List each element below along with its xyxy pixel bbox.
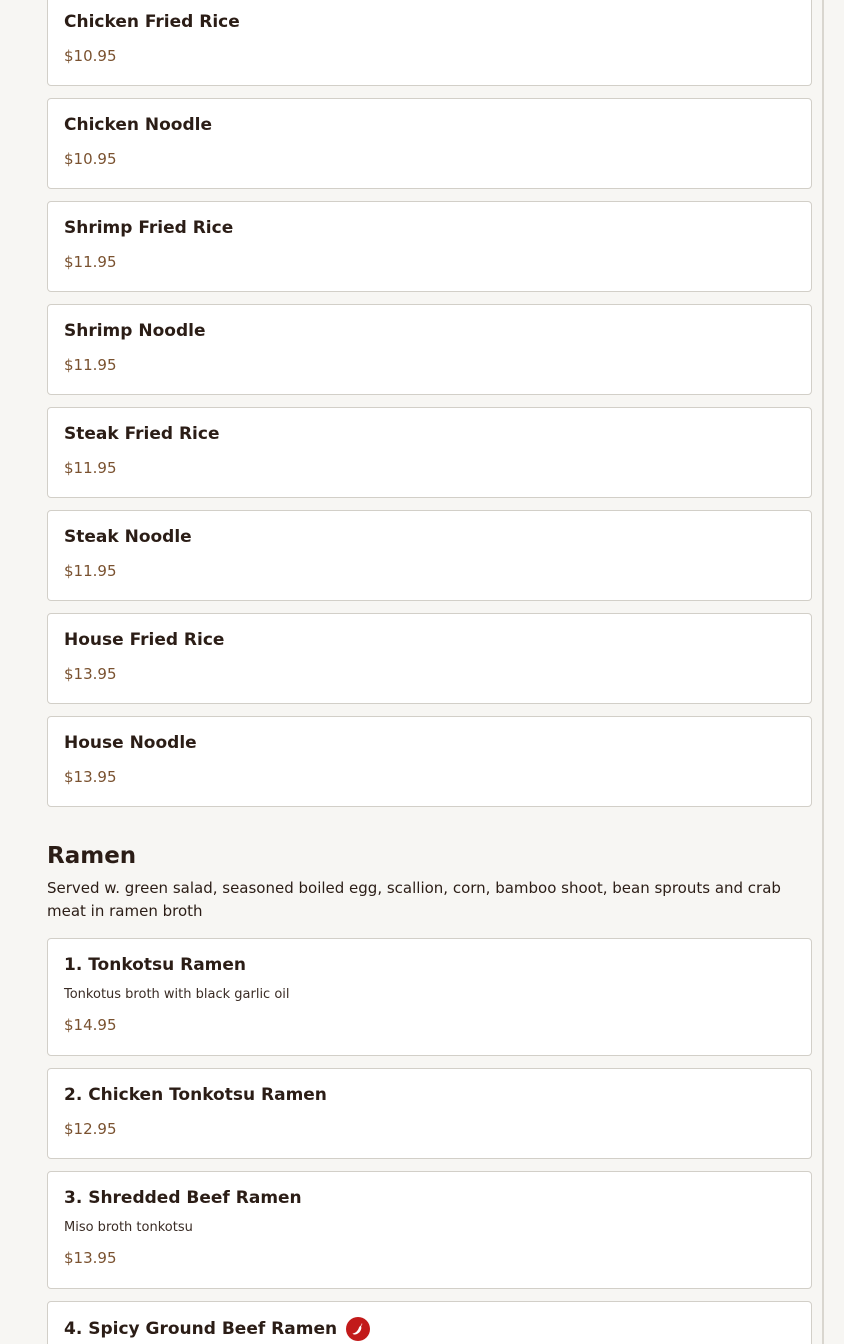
item-name: Steak Noodle xyxy=(64,527,192,547)
menu-item-card[interactable] xyxy=(47,613,812,704)
item-price: $12.95 xyxy=(64,1120,117,1138)
menu-item-card[interactable] xyxy=(47,938,812,1056)
menu-item-card[interactable] xyxy=(47,304,812,395)
menu-item-card[interactable] xyxy=(47,716,812,807)
item-price: $13.95 xyxy=(64,1249,117,1267)
menu-item-card[interactable] xyxy=(47,98,812,189)
item-name: 1. Tonkotsu Ramen xyxy=(64,955,247,975)
item-description: Miso broth tonkotsu xyxy=(64,1220,193,1235)
item-price: $11.95 xyxy=(64,459,117,477)
item-price: $10.95 xyxy=(64,47,117,65)
menu-item-card[interactable] xyxy=(47,1068,812,1159)
item-name: Shrimp Noodle xyxy=(64,321,206,341)
spicy-pepper-icon xyxy=(346,1317,370,1341)
item-price: $13.95 xyxy=(64,665,117,683)
item-name: 4. Spicy Ground Beef Ramen xyxy=(64,1319,338,1339)
menu-item-card[interactable] xyxy=(47,407,812,498)
item-price: $10.95 xyxy=(64,150,117,168)
scroll-divider xyxy=(822,0,824,1344)
menu-item-card[interactable] xyxy=(47,1171,812,1289)
section-title: Ramen xyxy=(47,843,137,869)
item-price: $13.95 xyxy=(64,768,117,786)
section-description: Served w. green salad, seasoned boiled egg, scallion, corn, bamboo shoot, bean sprouts and crab meat in ramen broth xyxy=(47,879,781,920)
item-name: Steak Fried Rice xyxy=(64,424,220,444)
item-name: Shrimp Fried Rice xyxy=(64,218,234,238)
item-name: Chicken Fried Rice xyxy=(64,12,240,32)
item-price: $11.95 xyxy=(64,562,117,580)
menu-item-card[interactable] xyxy=(47,1301,812,1344)
menu-item-card[interactable] xyxy=(47,0,812,86)
menu-item-card[interactable] xyxy=(47,201,812,292)
item-price: $11.95 xyxy=(64,253,117,271)
item-price: $14.95 xyxy=(64,1016,117,1034)
item-name-row xyxy=(64,1302,795,1341)
item-price: $11.95 xyxy=(64,356,117,374)
item-name: House Noodle xyxy=(64,733,197,753)
menu-item-card[interactable] xyxy=(47,510,812,601)
item-name: 2. Chicken Tonkotsu Ramen xyxy=(64,1085,327,1105)
item-name: 3. Shredded Beef Ramen xyxy=(64,1188,302,1208)
menu-column xyxy=(47,0,812,1344)
item-name: House Fried Rice xyxy=(64,630,225,650)
item-name: Chicken Noodle xyxy=(64,115,212,135)
item-description: Tonkotus broth with black garlic oil xyxy=(64,987,290,1002)
